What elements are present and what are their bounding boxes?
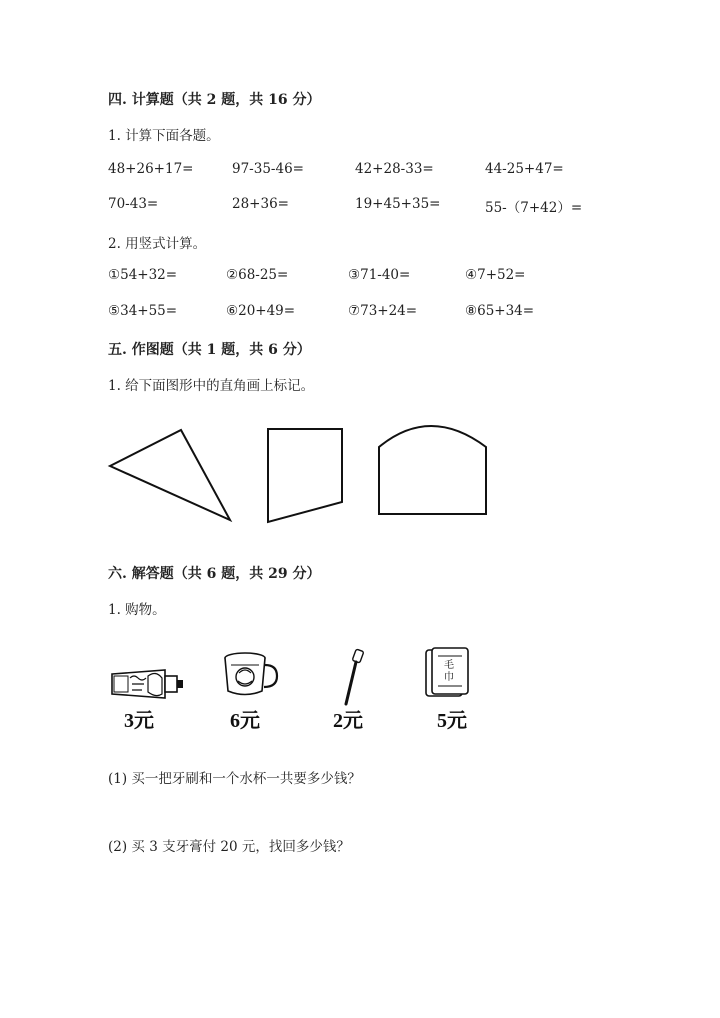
calc-item: 48+26+17= xyxy=(108,161,194,177)
vertical-calc-item: ⑤34+55= xyxy=(108,303,178,319)
calc-item: 97-35-46= xyxy=(232,161,304,177)
calc-item: 70-43= xyxy=(108,196,159,212)
calc-item: 55-（7+42）= xyxy=(485,200,583,216)
vertical-calc-item: ⑧65+34= xyxy=(465,303,535,319)
toothpaste-price: 3元 xyxy=(124,710,154,732)
section6-title: 六. 解答题（共 6 题，共 29 分） xyxy=(108,566,321,582)
triangle-shape xyxy=(110,430,230,520)
calc-item: 19+45+35= xyxy=(355,196,441,212)
section6-q1-title: 1. 购物。 xyxy=(108,602,166,618)
toothbrush-icon xyxy=(338,648,368,708)
vertical-calc-item: ②68-25= xyxy=(226,267,289,283)
calc-item: 42+28-33= xyxy=(355,161,434,177)
vertical-calc-item: ⑦73+24= xyxy=(348,303,418,319)
section4-title: 四. 计算题（共 2 题，共 16 分） xyxy=(108,92,321,108)
cup-icon xyxy=(221,651,281,701)
svg-text:巾: 巾 xyxy=(444,672,454,683)
arched-shape xyxy=(379,426,486,514)
towel-price: 5元 xyxy=(437,710,467,732)
vertical-calc-item: ④7+52= xyxy=(465,267,526,283)
towel-icon xyxy=(424,646,470,702)
vertical-calc-item: ①54+32= xyxy=(108,267,178,283)
vertical-calc-item: ③71-40= xyxy=(348,267,411,283)
section4-q1-title: 1. 计算下面各题。 xyxy=(108,128,220,144)
toothbrush-price: 2元 xyxy=(333,710,363,732)
quadrilateral-shape xyxy=(268,429,342,522)
section5-q1-title: 1. 给下面图形中的直角画上标记。 xyxy=(108,378,315,394)
calc-item: 44-25+47= xyxy=(485,161,564,177)
svg-text:毛: 毛 xyxy=(444,660,454,671)
vertical-calc-item: ⑥20+49= xyxy=(226,303,296,319)
sub-question-1: (1) 买一把牙刷和一个水杯一共要多少钱？ xyxy=(108,771,361,787)
sub-question-2: (2) 买 3 支牙膏付 20 元，找回多少钱？ xyxy=(108,839,350,855)
cup-price: 6元 xyxy=(230,710,260,732)
toothpaste-icon xyxy=(110,668,190,708)
calc-item: 28+36= xyxy=(232,196,289,212)
section5-title: 五. 作图题（共 1 题，共 6 分） xyxy=(108,342,311,358)
section4-q2-title: 2. 用竖式计算。 xyxy=(108,236,207,252)
